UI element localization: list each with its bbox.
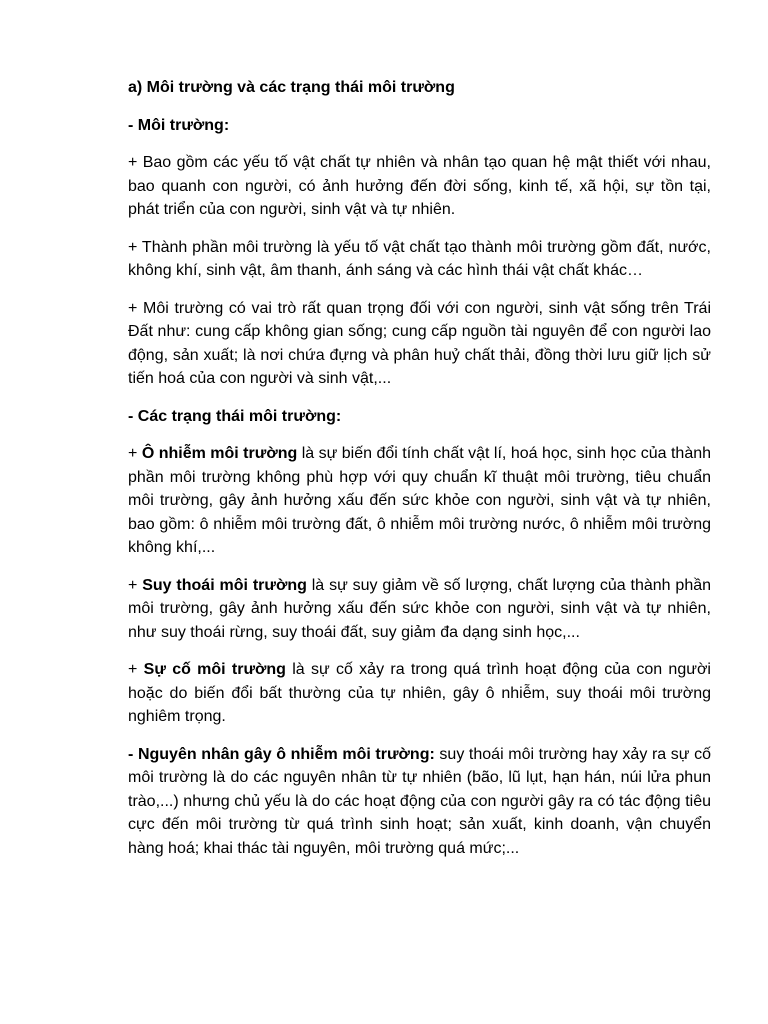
state-degradation-paragraph bbox=[128, 574, 711, 645]
state-pollution-prefix: + bbox=[128, 445, 142, 462]
state-pollution-term: Ô nhiễm môi trường bbox=[141, 445, 298, 462]
state-degradation-text: là sự suy giảm về số lượng, chất lượng của thành phần môi trường, gây ảnh hưởng xấu đến sức khỏe con người, sinh vật và tự nhiên, như suy thoái rừng, suy thoái đất, suy giảm đa dạng sinh học,... bbox=[128, 576, 712, 641]
pollution-cause-term: - Nguyên nhân gây ô nhiễm môi trường: bbox=[128, 745, 435, 763]
state-incident-paragraph bbox=[128, 658, 711, 729]
environment-paragraph-definition: + Bao gồm các yếu tố vật chất tự nhiên và nhân tạo quan hệ mật thiết với nhau, bao quanh con người, có ảnh hưởng đến đời sống, kinh tế, xã hội, sự tồn tại, phát triển của con người, sinh vật và tự nhiên. bbox=[128, 154, 711, 218]
document-page bbox=[128, 76, 711, 874]
environment-states-heading: - Các trạng thái môi trường: bbox=[128, 407, 342, 425]
pollution-cause-paragraph bbox=[128, 743, 711, 861]
state-incident-term: Sự cố môi trường bbox=[143, 661, 286, 678]
state-pollution-text: là sự biến đổi tính chất vật lí, hoá học, sinh học của thành phần môi trường không phù hợp với quy chuẩn kĩ thuật môi trường, tiêu chuẩn môi trường, gây ảnh hưởng xấu đến sức khỏe con người, sinh vật và tự nhiên, bao gồm: ô nhiễm môi trường đất, ô nhiễm môi trường nước, ô nhiễm môi trường không khí,... bbox=[128, 445, 712, 556]
environment-heading: - Môi trường: bbox=[128, 116, 230, 134]
state-incident-text: là sự cố xảy ra trong quá trình hoạt động của con người hoặc do biến đổi bất thường của tự nhiên, gây ô nhiễm, suy thoái môi trường nghiêm trọng. bbox=[128, 661, 711, 725]
pollution-cause-text: suy thoái môi trường hay xảy ra sự cố môi trường là do các nguyên nhân từ tự nhiên (bão, lũ lụt, hạn hán, núi lửa phun trào,...) nhưng chủ yếu là do các hoạt động của con người gây ra có tác động tiêu cực đến môi trường từ quá trình sinh hoạt; sản xuất, kinh doanh, vận chuyển hàng hoá; khai thác tài nguyên, môi trường quá mức;... bbox=[128, 745, 712, 857]
state-incident-prefix: + bbox=[128, 661, 144, 678]
environment-paragraph-components: + Thành phần môi trường là yếu tố vật chất tạo thành môi trường gồm đất, nước, không khí, sinh vật, âm thanh, ánh sáng và các hình thái vật chất khác… bbox=[128, 238, 711, 279]
state-degradation-term: Suy thoái môi trường bbox=[142, 576, 307, 594]
environment-paragraph-role: + Môi trường có vai trò rất quan trọng đối với con người, sinh vật sống trên Trái Đất như: cung cấp không gian sống; cung cấp nguồn tài nguyên để con người lao động, sản xuất; là nơi chứa đựng và phân huỷ chất thải, đồng thời lưu giữ lịch sử tiến hoá của con người và sinh vật,... bbox=[128, 299, 711, 387]
state-pollution-paragraph bbox=[128, 442, 711, 560]
section-title: a) Môi trường và các trạng thái môi trường bbox=[128, 79, 455, 96]
state-degradation-prefix: + bbox=[128, 576, 143, 594]
